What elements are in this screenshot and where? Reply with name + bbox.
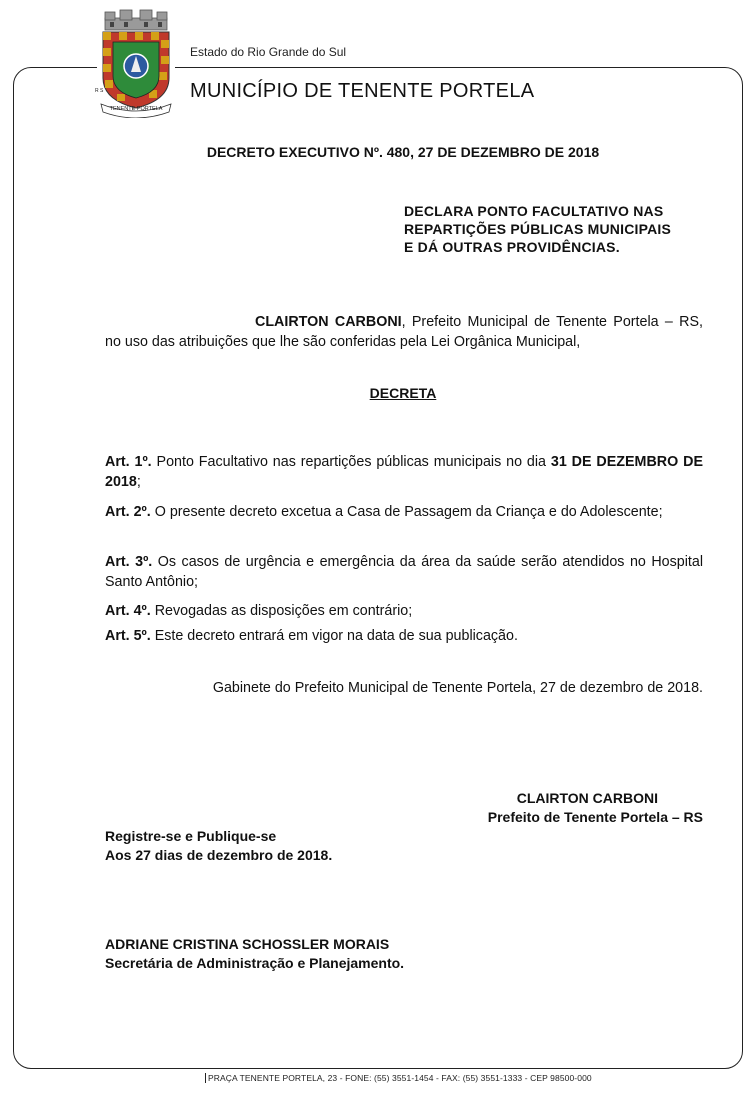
decree-title: DECRETO EXECUTIVO Nº. 480, 27 DE DEZEMBRO DE 2018 — [206, 144, 600, 160]
article-text: Este decreto entrará em vigor na data de sua publicação. — [150, 628, 518, 644]
article-4 — [105, 601, 703, 621]
secretary-name: ADRIANE CRISTINA SCHOSSLER MORAIS — [105, 936, 390, 952]
secretary-role: Secretária de Administração e Planejamento. — [105, 955, 405, 971]
summary-line: REPARTIÇÕES PÚBLICAS MUNICIPAIS — [404, 221, 672, 237]
decree-summary — [404, 202, 704, 256]
municipal-crest — [97, 8, 175, 118]
crest-side-text: R S — [95, 88, 104, 94]
article-text: O presente decreto excetua a Casa de Passagem da Criança e do Adolescente; — [150, 504, 663, 520]
article-date: 31 DE DEZEMBRO DE 2018 — [105, 454, 703, 490]
mayor-role: Prefeito de Tenente Portela – RS — [487, 809, 703, 825]
preamble-text: , Prefeito Municipal de Tenente Portela – RS, no uso das atribuições que lhe são conferidas pela Lei Orgânica Municipal, — [105, 314, 703, 350]
state-name: Estado do Rio Grande do Sul — [190, 45, 347, 59]
summary-line: E DÁ OUTRAS PROVIDÊNCIAS. — [404, 239, 620, 255]
municipality-name: MUNICÍPIO DE TENENTE PORTELA — [190, 80, 535, 102]
registration-line: Registre-se e Publique-se — [105, 828, 277, 844]
article-label: Art. 4º. — [105, 603, 151, 619]
article-tail: ; — [136, 474, 141, 490]
registration-date: Aos 27 dias de dezembro de 2018. — [105, 847, 333, 863]
article-label: Art. 5º. — [105, 628, 151, 644]
article-label: Art. 3º. — [105, 554, 153, 570]
article-label: Art. 2º. — [105, 504, 151, 520]
mayor-signature — [488, 789, 703, 827]
mayor-name: CLAIRTON CARBONI — [516, 790, 658, 806]
crest-ribbon-text: TENENTE PORTELA — [109, 106, 163, 112]
closing-line: Gabinete do Prefeito Municipal de Tenente Portela, 27 de dezembro de 2018. — [212, 680, 703, 696]
footer-address: PRAÇA TENENTE PORTELA, 23 - FONE: (55) 3551-1454 - FAX: (55) 3551-1333 - CEP 98500-000 — [205, 1073, 592, 1083]
article-text: Os casos de urgência e emergência da área da saúde serão atendidos no Hospital Santo Antônio; — [105, 554, 703, 590]
article-1 — [105, 452, 703, 492]
summary-line: DECLARA PONTO FACULTATIVO NAS — [404, 203, 664, 219]
registration-block — [105, 827, 332, 865]
article-text: Revogadas as disposições em contrário; — [150, 603, 413, 619]
article-5 — [105, 626, 703, 646]
secretary-signature — [105, 935, 404, 973]
article-label: Art. 1º. — [105, 454, 152, 470]
preamble-mayor-name: CLAIRTON CARBONI — [255, 314, 402, 330]
article-text: Ponto Facultativo nas repartições públicas municipais no dia — [151, 454, 551, 470]
article-2 — [105, 502, 703, 522]
preamble — [105, 312, 703, 352]
article-3 — [105, 552, 703, 592]
decreta-heading: DECRETA — [369, 385, 437, 401]
